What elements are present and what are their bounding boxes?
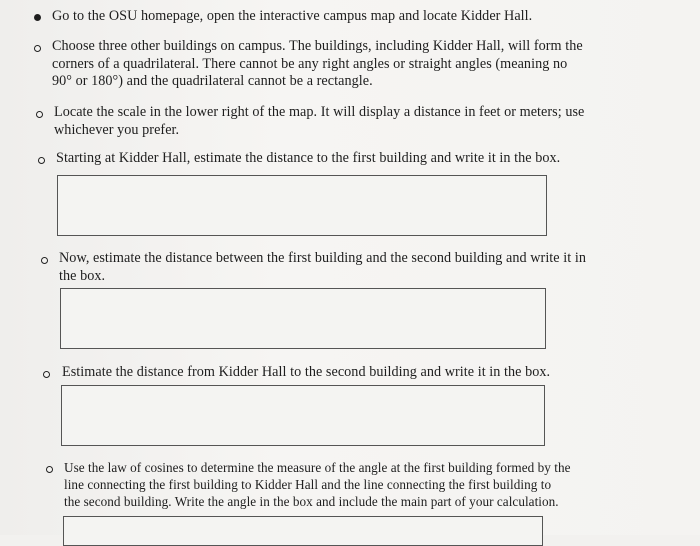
instruction-step-2 bbox=[52, 38, 692, 91]
instruction-step-7 bbox=[64, 459, 698, 510]
instruction-line: Starting at Kidder Hall, estimate the distance to the first building and write it in the box. bbox=[56, 150, 561, 166]
instruction-step-6 bbox=[62, 364, 696, 382]
instruction-line: Now, estimate the distance between the first building and the second building and write it in bbox=[59, 250, 586, 266]
instruction-line: 90° or 180°) and the quadrilateral cannot be a rectangle. bbox=[52, 73, 373, 89]
bullet-icon bbox=[36, 111, 43, 118]
instruction-step-3 bbox=[54, 104, 694, 139]
answer-box-kidder-to-first[interactable] bbox=[57, 175, 547, 236]
instruction-line: Locate the scale in the lower right of the map. It will display a distance in feet or meters; use bbox=[54, 104, 585, 120]
bullet-icon bbox=[43, 371, 50, 378]
answer-box-kidder-to-second[interactable] bbox=[61, 385, 545, 446]
bullet-icon bbox=[41, 257, 48, 264]
instruction-line: whichever you prefer. bbox=[54, 121, 180, 138]
instruction-line: the second building. Write the angle in the box and include the main part of your calculation. bbox=[64, 494, 559, 509]
instruction-line: corners of a quadrilateral. There cannot be any right angles or straight angles (meaning no bbox=[52, 55, 568, 72]
instruction-line: Choose three other buildings on campus. The buildings, including Kidder Hall, will form the bbox=[52, 38, 583, 54]
instruction-step-5 bbox=[59, 250, 695, 285]
instruction-line: Go to the OSU homepage, open the interactive campus map and locate Kidder Hall. bbox=[52, 8, 533, 24]
instruction-step-1 bbox=[52, 8, 692, 26]
instruction-line: the box. bbox=[59, 267, 106, 284]
bullet-icon bbox=[34, 45, 41, 52]
bullet-icon bbox=[38, 157, 45, 164]
instruction-step-4 bbox=[56, 150, 696, 168]
bullet-icon bbox=[46, 466, 53, 473]
answer-box-first-to-second[interactable] bbox=[60, 288, 546, 349]
answer-box-angle-at-first[interactable] bbox=[63, 516, 543, 546]
instruction-line: Estimate the distance from Kidder Hall to the second building and write it in the box. bbox=[62, 364, 551, 380]
instruction-line: line connecting the first building to Kidder Hall and the line connecting the first building to bbox=[64, 477, 552, 492]
bullet-icon bbox=[34, 14, 41, 21]
instruction-line: Use the law of cosines to determine the measure of the angle at the first building formed by the bbox=[64, 460, 571, 475]
